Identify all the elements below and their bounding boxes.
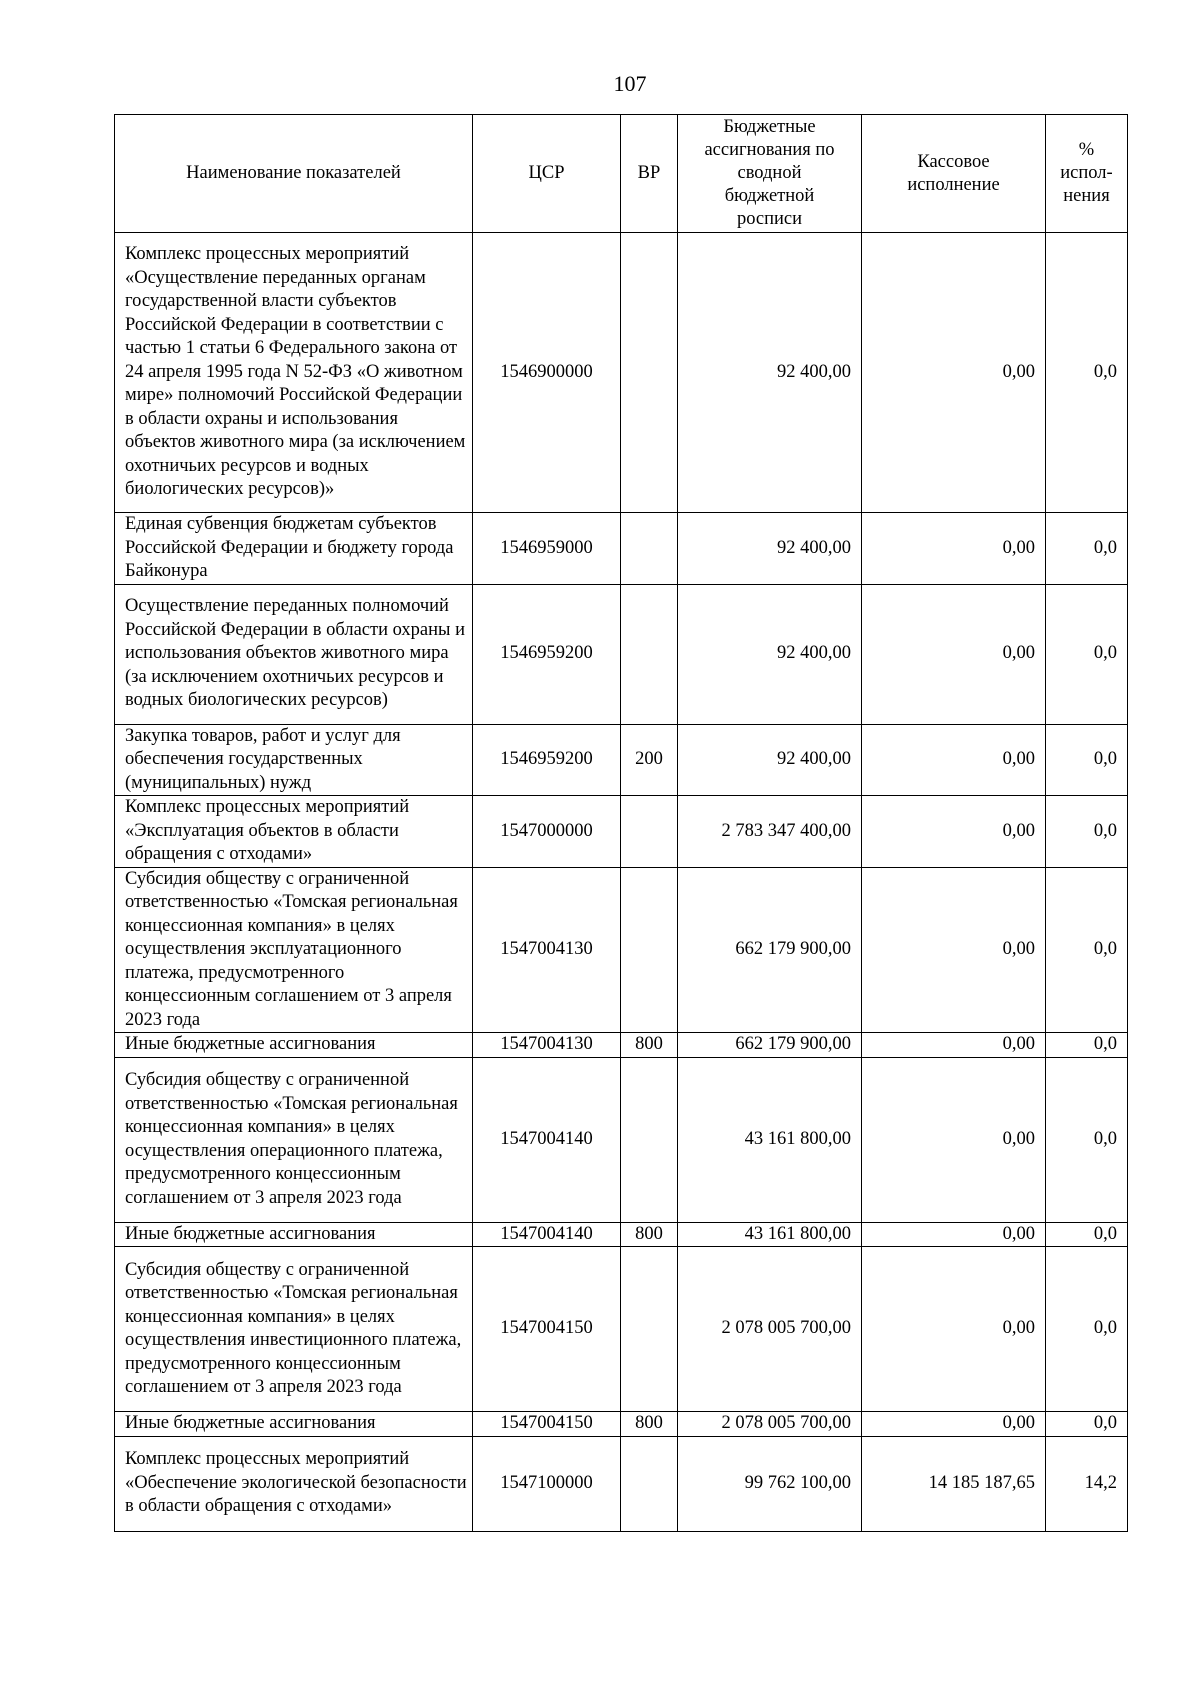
row-budget: 2 078 005 700,00 (678, 1247, 862, 1412)
row-percent: 0,0 (1046, 1057, 1128, 1222)
row-vr: 800 (621, 1222, 678, 1247)
row-name: Комплекс процессных мероприятий «Эксплуатация объектов в области обращения с отходами» (115, 796, 473, 868)
row-cash: 0,00 (862, 724, 1046, 796)
row-percent: 0,0 (1046, 796, 1128, 868)
row-name: Единая субвенция бюджетам субъектов Российской Федерации и бюджету города Байконура (115, 513, 473, 585)
table-row (115, 513, 1128, 585)
row-budget: 43 161 800,00 (678, 1057, 862, 1222)
row-cash: 0,00 (862, 1033, 1046, 1058)
table-row (115, 867, 1128, 1033)
row-vr (621, 513, 678, 585)
row-budget: 662 179 900,00 (678, 867, 862, 1033)
row-vr (621, 1247, 678, 1412)
row-csr: 1547100000 (473, 1436, 621, 1531)
row-csr: 1547004130 (473, 867, 621, 1033)
row-percent: 0,0 (1046, 584, 1128, 724)
table-row (115, 233, 1128, 513)
row-cash: 0,00 (862, 796, 1046, 868)
row-budget: 92 400,00 (678, 513, 862, 585)
row-vr (621, 867, 678, 1033)
row-percent: 14,2 (1046, 1436, 1128, 1531)
row-name: Субсидия обществу с ограниченной ответственностью «Томская региональная концессионная компания» в целях осуществления эксплуатационного платежа, предусмотренного концессионным соглашением от 3 апреля 2023 года (115, 867, 473, 1033)
row-vr (621, 1057, 678, 1222)
row-csr: 1547000000 (473, 796, 621, 868)
header-cash: Кассовое исполнение (862, 115, 1046, 233)
row-budget: 2 783 347 400,00 (678, 796, 862, 868)
row-percent: 0,0 (1046, 1033, 1128, 1058)
row-cash: 0,00 (862, 584, 1046, 724)
table-row (115, 796, 1128, 868)
header-percent: % испол-нения (1046, 115, 1128, 233)
table-header-row (115, 115, 1128, 233)
row-name: Закупка товаров, работ и услуг для обеспечения государственных (муниципальных) нужд (115, 724, 473, 796)
table-row (115, 1247, 1128, 1412)
row-budget: 92 400,00 (678, 724, 862, 796)
row-vr (621, 584, 678, 724)
row-vr: 200 (621, 724, 678, 796)
row-percent: 0,0 (1046, 513, 1128, 585)
row-name: Комплекс процессных мероприятий «Осуществление переданных органам государственной власти субъектов Российской Федерации в соответствии с частью 1 статьи 6 Федерального закона от 24 апреля 1995 года N 52-ФЗ «О животном мире» полномочий Российской Федерации в области охраны и использования объектов животного мира (за исключением охотничьих ресурсов и водных биологических ресурсов)» (115, 233, 473, 513)
row-percent: 0,0 (1046, 724, 1128, 796)
row-cash: 0,00 (862, 1412, 1046, 1437)
row-budget: 99 762 100,00 (678, 1436, 862, 1531)
row-vr (621, 1436, 678, 1531)
row-vr: 800 (621, 1412, 678, 1437)
row-percent: 0,0 (1046, 1247, 1128, 1412)
row-cash: 0,00 (862, 513, 1046, 585)
row-vr: 800 (621, 1033, 678, 1058)
header-vr: ВР (621, 115, 678, 233)
row-name: Субсидия обществу с ограниченной ответственностью «Томская региональная концессионная компания» в целях осуществления инвестиционного платежа, предусмотренного концессионным соглашением от 3 апреля 2023 года (115, 1247, 473, 1412)
row-cash: 0,00 (862, 867, 1046, 1033)
row-cash: 0,00 (862, 1057, 1046, 1222)
row-csr: 1547004130 (473, 1033, 621, 1058)
page-number: 107 (613, 71, 647, 96)
row-cash: 0,00 (862, 1222, 1046, 1247)
row-csr: 1547004140 (473, 1222, 621, 1247)
row-percent: 0,0 (1046, 1412, 1128, 1437)
row-percent: 0,0 (1046, 1222, 1128, 1247)
row-csr: 1546900000 (473, 233, 621, 513)
row-cash: 14 185 187,65 (862, 1436, 1046, 1531)
table-row (115, 1033, 1128, 1058)
row-budget: 92 400,00 (678, 584, 862, 724)
table-row (115, 1436, 1128, 1531)
row-percent: 0,0 (1046, 867, 1128, 1033)
row-name: Иные бюджетные ассигнования (115, 1033, 473, 1058)
row-cash: 0,00 (862, 1247, 1046, 1412)
table-row (115, 1222, 1128, 1247)
row-csr: 1546959200 (473, 724, 621, 796)
row-csr: 1547004150 (473, 1247, 621, 1412)
table-row (115, 1412, 1128, 1437)
row-budget: 662 179 900,00 (678, 1033, 862, 1058)
row-name: Иные бюджетные ассигнования (115, 1412, 473, 1437)
row-vr (621, 796, 678, 868)
row-csr: 1547004140 (473, 1057, 621, 1222)
row-cash: 0,00 (862, 233, 1046, 513)
header-csr: ЦСР (473, 115, 621, 233)
row-name: Субсидия обществу с ограниченной ответственностью «Томская региональная концессионная компания» в целях осуществления операционного платежа, предусмотренного концессионным соглашением от 3 апреля 2023 года (115, 1057, 473, 1222)
row-name: Комплекс процессных мероприятий «Обеспечение экологической безопасности в области обращения с отходами» (115, 1436, 473, 1531)
header-name: Наименование показателей (115, 115, 473, 233)
row-percent: 0,0 (1046, 233, 1128, 513)
header-budget: Бюджетные ассигнования по сводной бюджетной росписи (678, 115, 862, 233)
row-budget: 92 400,00 (678, 233, 862, 513)
table-row (115, 584, 1128, 724)
row-vr (621, 233, 678, 513)
row-budget: 43 161 800,00 (678, 1222, 862, 1247)
row-csr: 1546959200 (473, 584, 621, 724)
row-budget: 2 078 005 700,00 (678, 1412, 862, 1437)
row-csr: 1547004150 (473, 1412, 621, 1437)
row-name: Иные бюджетные ассигнования (115, 1222, 473, 1247)
table-row (115, 724, 1128, 796)
table-row (115, 1057, 1128, 1222)
row-csr: 1546959000 (473, 513, 621, 585)
row-name: Осуществление переданных полномочий Российской Федерации в области охраны и использования объектов животного мира (за исключением охотничьих ресурсов и водных биологических ресурсов) (115, 584, 473, 724)
budget-table (114, 114, 1128, 1532)
